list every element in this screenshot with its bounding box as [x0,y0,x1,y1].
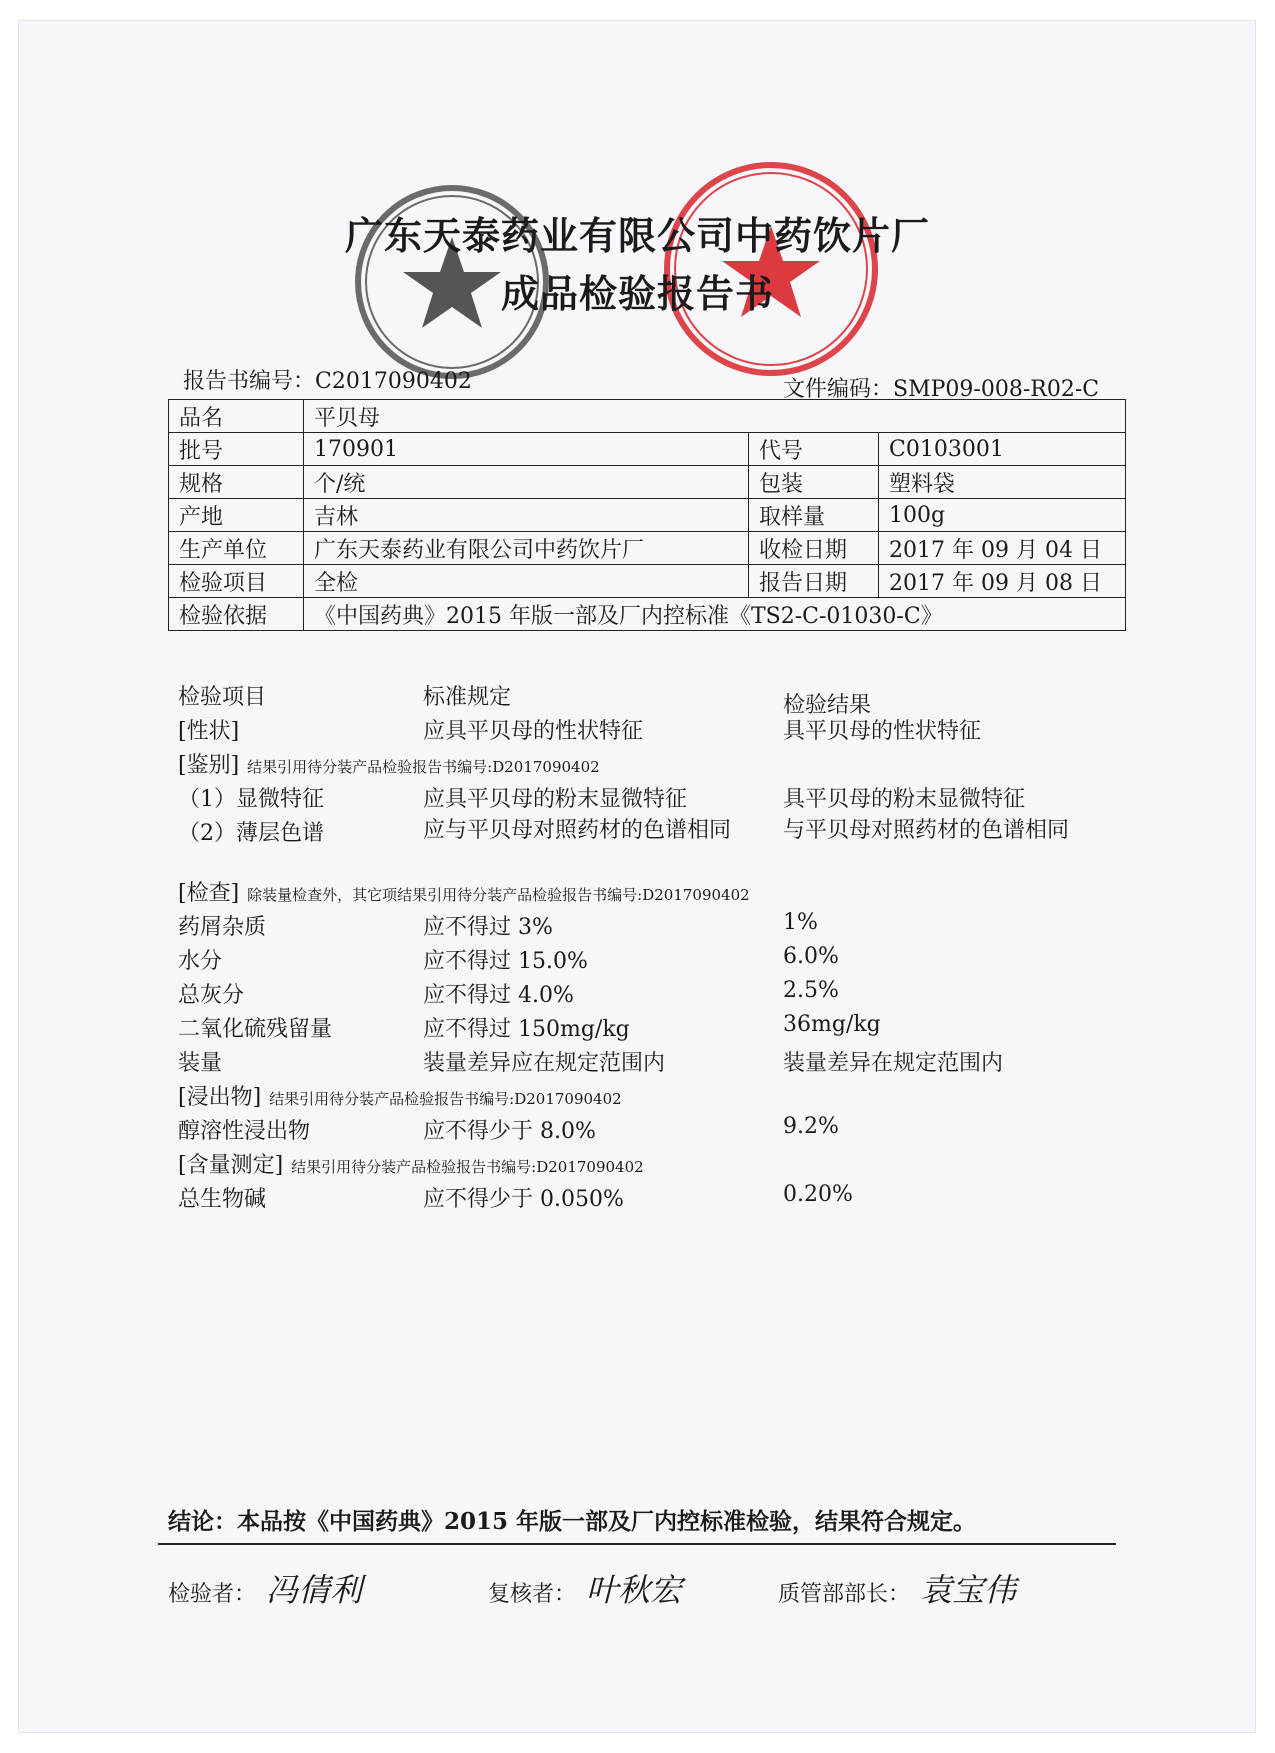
received-date-value: 2017 年 09 月 04 日 [879,532,1126,565]
received-date-label: 收检日期 [749,532,879,565]
report-date-value: 2017 年 09 月 08 日 [879,565,1126,598]
spec-value: 个/统 [304,466,749,499]
header-standard: 标准规定 [423,685,512,710]
section-row: [检查] 除装量检查外，其它项结果引用待分装产品检验报告书编号:D2017090402 [178,881,750,906]
manager-signature: 质管部部长： 袁宝伟 [778,1571,1017,1609]
result-row: 二氧化硫残留量 应不得过 150mg/kg 36mg/kg [178,1012,881,1042]
result-row: （2）薄层色谱 应与平贝母对照药材的色谱相同 与平贝母对照药材的色谱相同 [178,818,1070,846]
product-value: 平贝母 [304,400,1126,433]
section-row: [含量测定] 结果引用待分装产品检验报告书编号:D2017090402 [178,1153,644,1178]
row-basis [169,598,1126,631]
results-header [178,680,1138,718]
package-value: 塑料袋 [879,466,1126,499]
report-date-label: 报告日期 [749,565,879,598]
sample-value: 100g [879,499,1126,532]
file-code: 文件编码：SMP09-008-R02-C [783,377,1100,402]
result-row: 水分 应不得过 15.0% 6.0% [178,944,839,974]
result-row: 药屑杂质 应不得过 3% 1% [178,910,818,940]
row-producer [169,532,1126,565]
section-row: [鉴别] 结果引用待分装产品检验报告书编号:D2017090402 [178,753,600,778]
code-label: 代号 [749,433,879,466]
row-batch [169,433,1126,466]
producer-value: 广东天泰药业有限公司中药饮片厂 [304,532,749,565]
test-results [178,680,1138,1216]
report-number: 报告书编号：C2017090402 [183,369,472,394]
header-result: 检验结果 [783,693,872,718]
result-row: 总灰分 应不得过 4.0% 2.5% [178,978,839,1008]
producer-label: 生产单位 [169,532,304,565]
result-row: 装量 装量差异应在规定范围内 装量差异在规定范围内 [178,1051,1004,1076]
origin-label: 产地 [169,499,304,532]
items-value: 全检 [304,565,749,598]
code-value: C0103001 [879,433,1126,466]
product-label: 品名 [169,400,304,433]
basis-label: 检验依据 [169,598,304,631]
items-label: 检验项目 [169,565,304,598]
document-title: 成品检验报告书 [500,271,774,316]
row-spec [169,466,1126,499]
conclusion: 结论：本品按《中国药典》2015 年版一部及厂内控标准检验，结果符合规定。 [168,1508,977,1535]
company-title: 广东天泰药业有限公司中药饮片厂 [344,213,930,258]
result-row: 醇溶性浸出物 应不得少于 8.0% 9.2% [178,1114,839,1144]
batch-label: 批号 [169,433,304,466]
origin-value: 吉林 [304,499,749,532]
inspector-signature: 检验者： 冯倩利 [168,1571,363,1609]
product-info-table [168,399,1126,631]
row-origin [169,499,1126,532]
result-row: （1）显微特征 应具平贝母的粉末显微特征 具平贝母的粉末显微特征 [178,787,1026,812]
basis-value: 《中国药典》2015 年版一部及厂内控标准《TS2-C-01030-C》 [304,598,1126,631]
sample-label: 取样量 [749,499,879,532]
divider [158,1543,1116,1545]
row-items [169,565,1126,598]
section-row: [浸出物] 结果引用待分装产品检验报告书编号:D2017090402 [178,1085,622,1110]
result-row: [性状] 应具平贝母的性状特征 具平贝母的性状特征 [178,719,982,744]
row-product [169,400,1126,433]
header-item: 检验项目 [178,685,267,710]
reviewer-signature: 复核者： 叶秋宏 [488,1571,683,1609]
spec-label: 规格 [169,466,304,499]
result-row: 总生物碱 应不得少于 0.050% 0.20% [178,1182,853,1212]
package-label: 包装 [749,466,879,499]
batch-value: 170901 [304,433,749,466]
